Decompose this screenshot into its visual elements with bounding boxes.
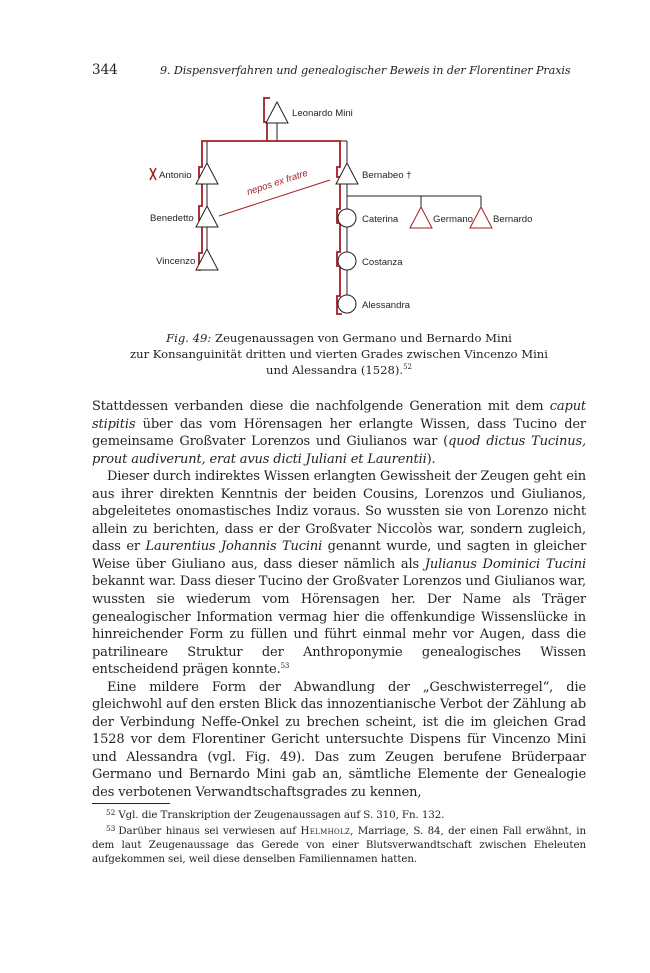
paragraph: Dieser durch indirektes Wissen erlangten Gewissheit der Zeugen geht ein aus ihrer direkten Kenntnis der beiden Cousins, Lorenzos und Giulianos, abgeleitetes onomastisches Indiz voraus. So wussten sie von Lorenzo nicht allein zu berichten, dass er der Großvater Niccolòs war, sondern zugleich, dass er Laurentius Johannis Tucini genannt wurde, und sagten in gleicher Weise über Giuliano aus, dass dieser nämlich als Julianus Dominici Tucini bekannt war. Dass dieser Tucino der Großvater Lorenzos und Giulianos war, wussten sie wiederum vom Hörensagen her. Der Name als Träger genealogischer Information vermag hier die offenkundige Wissenslücke in hinreichender Form zu füllen und führt einmal mehr vor Augen, dass die patrilineare Struktur der Anthroponymie genealogisches Wissen entscheidend prägen konnte.$^{53}$ [92,469,587,678]
person-vincenzo [156,249,218,270]
person-germano [410,207,473,228]
nepos-annotation [219,168,330,216]
person-bernabeo [336,163,412,184]
caption-line-3: und Alessandra (1528).$^{52}$ [266,363,412,377]
person-label: Bernabeo † [362,170,412,181]
person-label: Antonio [159,170,192,181]
footnotes [92,806,586,866]
witness-brackets [199,98,342,314]
caption-line-1: Fig. 49: Zeugenaussagen von Germano und Bernardo Mini [166,331,512,345]
person-costanza [338,252,403,270]
person-label: Alessandra [362,300,410,311]
footnote-ref: 52 [403,363,412,371]
genealogy-figure [140,92,560,324]
person-label: Leonardo Mini [292,108,353,119]
nepos-ex-fratre-label: nepos ex fratre [245,167,310,198]
footnote-ref: 53 [280,662,290,671]
person-label: Benedetto [150,213,194,224]
body-text [92,398,586,802]
female-circle-icon [338,209,356,227]
page-number: 344 [92,62,118,78]
person-caterina [338,209,399,227]
person-label: Caterina [362,214,399,225]
person-leonardo-mini [266,102,353,123]
person-label: Germano [433,214,473,225]
footnote-52: $^{52}$ Vgl. die Transkription der Zeugenaussagen auf S. 310, Fn. 132. [106,808,445,821]
footnote-53: $^{53}$ Darüber hinaus sei verwiesen auf Helmholz, Marriage, S. 84, der einen Fall erwähnt, in dem laut Zeugenaussage das Gerede von einer Blutsverwandtschaft zwischen Eheleuten aufgekommen sei, weil diese denselben Familiennamen hatten. [92,824,586,865]
paragraph: Eine mildere Form der Abwandlung der „Geschwisterregel“, die gleichwohl auf den ersten Blick das innozentianische Verbot der Zählung ab der Verbindung Neffe-Onkel zu brechen scheint, ist die im gleichen Grad 1528 vor dem Florentiner Gericht untersuchte Dispens für Vincenzo Mini und Alessandra (vgl. Fig. 49). Das zum Zeugen berufene Brüderpaar Germano und Bernardo Mini gab an, sämtliche Elemente der Genealogie des verbotenen Verwandtschaftsgrades zu kennen, [92,679,586,801]
female-circle-icon [338,252,356,270]
paragraph: Stattdessen verbanden diese die nachfolgende Generation mit dem caput stipitis über das vom Hörensagen her erlangte Wissen, dass Tucino der gemeinsame Großvater Lorenzos und Giulianos war (quod dictus Tucinus, prout audiverunt, erat avus dicti Juliani et Laurentii). [92,399,586,467]
deceased-cross-icon [150,168,156,180]
footnote-divider [92,803,170,804]
person-bernardo [470,207,532,228]
caption-line-2: zur Konsanguinität dritten und vierten Grades zwischen Vincenzo Mini [130,347,548,361]
running-title: 9. Dispensverfahren und genealogischer Beweis in der Florentiner Praxis [160,64,571,77]
running-header [92,62,586,82]
person-label: Vincenzo [156,256,196,267]
male-triangle-icon [470,207,492,228]
male-triangle-icon [266,102,288,123]
person-label: Bernardo [493,214,533,225]
male-triangle-icon [410,207,432,228]
figure-caption [92,330,586,378]
person-benedetto [150,206,218,227]
caption-label: Fig. 49: [166,331,212,345]
female-circle-icon [338,295,356,313]
person-antonio [150,163,218,184]
person-alessandra [338,295,411,313]
person-label: Costanza [362,257,403,268]
